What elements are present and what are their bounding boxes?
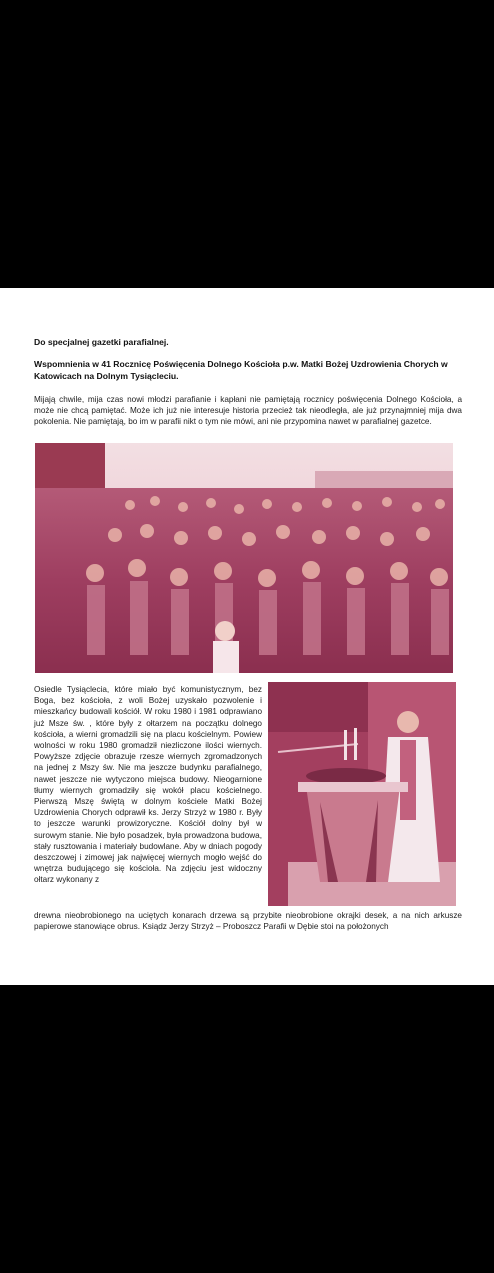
bottom-paragraph: drewna nieobrobionego na uciętych konarach drzewa są przybite nieobrobione okrajki desek, a na nich arkusze papierowe stanowiące obrus. Ksiądz Jerzy Strzyż – Proboszcz Parafii w Dębie stoi na położonych <box>34 911 462 932</box>
column-paragraph: Osiedle Tysiąclecia, które miało być komunistycznym, bez Boga, bez kościoła, z woli Bożej uzyskało pozwolenie i mieszkańcy budowali kościół. W roku 1980 i 1981 odprawiano już Msze św. , które były z ołtarzem na początku dolnego kościoła, a wierni gromadzili się na placu kościelnym. Powiew wolności w roku 1980 gromadził niezliczone ilości wiernych. Powyższe zdjęcie obrazuje rzesze wiernych zgromadzonych na jednej z Mszy św. Nie ma jeszcze budynku parafialnego, nawet jeszcze nie wytyczono miejsca budowy. Nieogarnione tłumy wiernych gromadziły się wokół placu kościelnego. Pierwszą Mszę świętą w dolnym kościele Matki Bożej Uzdrowienia Chorych odprawił ks. Jerzy Strzyż w 1980 r. Były to jeszcze warunki prowizoryczne. Kościół dolny był w surowym stanie. Nie było posadzek, była prowadzona budowa, stały rusztowania i materiały budowlane. Aby w dniach pogody deszczowej i zimowej jak najwięcej wiernych mogło wejść do wnętrza budującego się kościoła. Na zdjęciu jest widoczny ołtarz wykonany z <box>34 685 263 885</box>
intro-paragraph: Mijają chwile, mija czas nowi młodzi parafianie i kapłani nie pamiętają rocznicy poświęcenia Dolnego Kościoła, a może nie chcą pamiętać. Może ich już nie interesuje historia przecież tak nieodległa, ale już przynajmniej mija dwa pokolenia. Nie pamiętają, bo im w parafii nikt o tym nie mówi, ani nie przypomina nawet w parafialnej gazetce. <box>34 395 462 427</box>
document-page <box>0 288 494 985</box>
crowd-photo <box>35 443 453 673</box>
document-heading: Do specjalnej gazetki parafialnej. <box>34 337 169 347</box>
altar-photo <box>268 682 456 906</box>
article-title: Wspomnienia w 41 Rocznicę Poświęcenia Dolnego Kościoła p.w. Matki Bożej Uzdrowienia Chorych w Katowicach na Dolnym Tysiącleciu. <box>34 359 448 381</box>
